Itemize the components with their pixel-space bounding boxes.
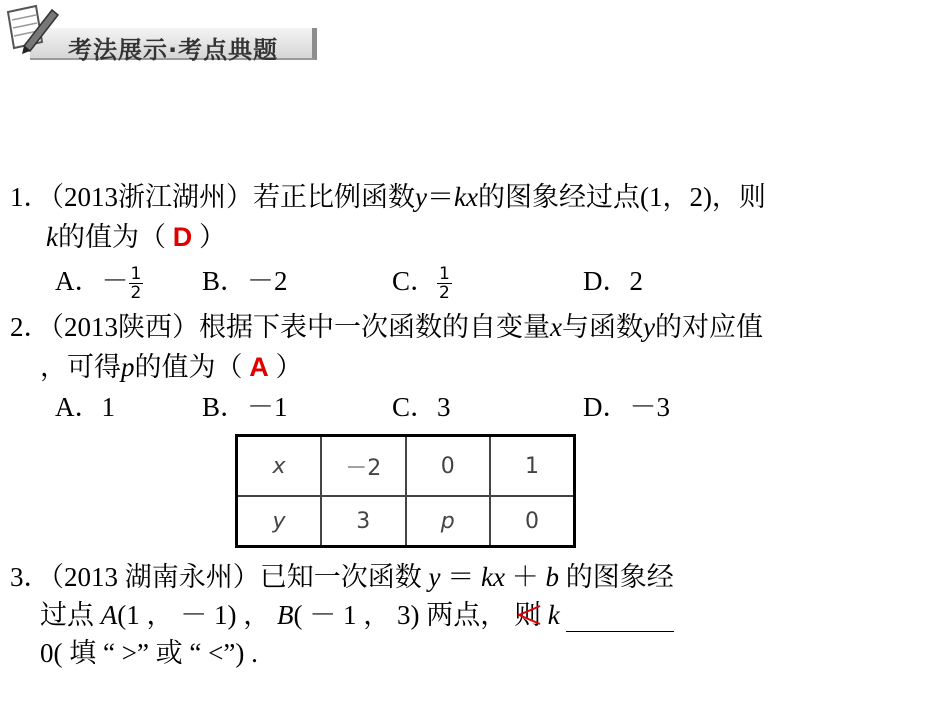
- q1-option-d: D．2: [583, 266, 643, 296]
- table-cell: x: [237, 436, 322, 497]
- header-title: 考法展示·考点典题: [68, 36, 279, 64]
- table-cell: 1: [490, 436, 575, 497]
- q2-option-c: C．3: [392, 392, 451, 422]
- q3-stem-line1: 3．（2013 湖南永州）已知一次函数 y ＝ kx ＋ b 的图象经: [10, 562, 674, 592]
- q2-option-d: D．－3: [583, 392, 670, 422]
- q1-stem-line2: k的值为（ D ）: [46, 222, 226, 252]
- q1-option-a: A．－ $\frac{1}{2}$: [55, 264, 142, 304]
- table-row: [237, 496, 575, 546]
- value-table: [235, 434, 576, 548]
- q2-stem-line2: ，可得p的值为（ A ）: [40, 352, 303, 382]
- answer-blank[interactable]: [566, 605, 674, 632]
- table-cell: y: [237, 496, 322, 546]
- q1-option-b: B．－2: [202, 266, 288, 296]
- q3-stem-line3: 0( 填 “ >” 或 “ <”) .: [40, 638, 258, 668]
- q1-option-c: C． $\frac{1}{2}$: [392, 264, 450, 304]
- q1-answer: D: [172, 222, 193, 252]
- pen-icon: [2, 2, 64, 60]
- less-than-mark-icon: [516, 604, 542, 626]
- table-cell: 3: [321, 496, 406, 546]
- table-cell: －2: [321, 436, 406, 497]
- table-cell: p: [406, 496, 491, 546]
- q3-stem-line2: 过点 A(1 ， － 1) ， B( － 1 ， 3) 两点， 则 k: [40, 598, 674, 632]
- q2-stem-line1: 2．（2013陕西）根据下表中一次函数的自变量x与函数y的对应值: [10, 312, 763, 342]
- table-row: [237, 436, 575, 497]
- table-cell: 0: [406, 436, 491, 497]
- q2-option-a: A．1: [55, 392, 115, 422]
- table-cell: 0: [490, 496, 575, 546]
- section-header: [0, 0, 320, 62]
- q2-answer: A: [249, 352, 269, 382]
- q2-option-b: B．－1: [202, 392, 288, 422]
- q1-stem-line1: 1．（2013浙江湖州）若正比例函数y＝kx的图象经过点(1，2)，则: [10, 182, 766, 212]
